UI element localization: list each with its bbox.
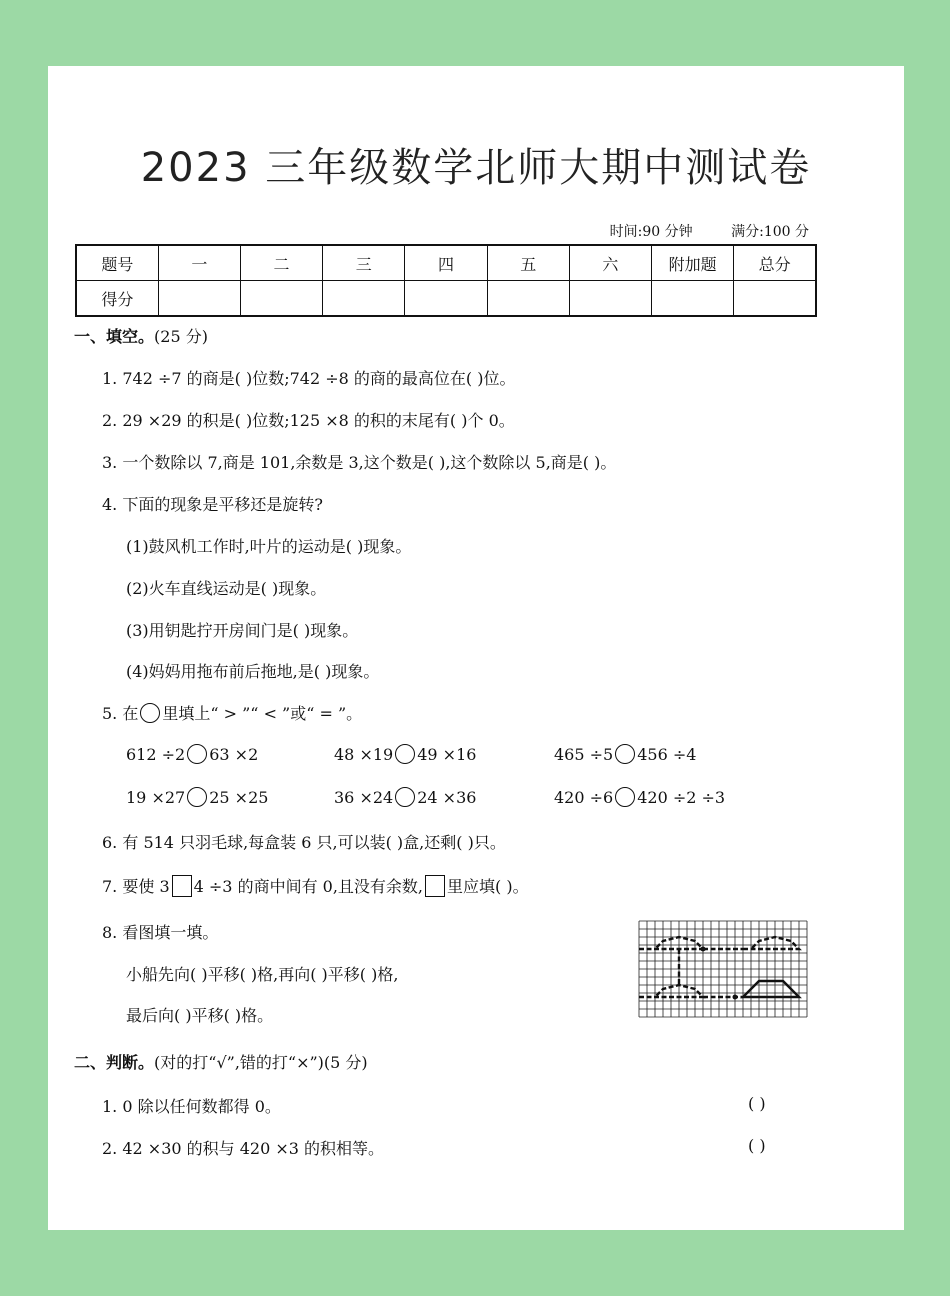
score-header-cell: 五 <box>487 245 569 281</box>
question-8: 8. 看图填一填。 <box>102 923 219 942</box>
compare-item: 465 ÷5 456 ÷4 <box>554 745 697 764</box>
exam-paper <box>48 66 904 1230</box>
compare-item: 36 ×24 24 ×36 <box>334 788 477 807</box>
boat-shape-final <box>743 981 799 997</box>
score-header-cell: 二 <box>240 245 322 281</box>
boat-grid-figure <box>638 920 810 1020</box>
question-4: 4. 下面的现象是平移还是旋转? <box>102 495 323 514</box>
judge-2: 2. 42 ×30 的积与 420 ×3 的积相等。 <box>102 1139 385 1158</box>
question-7: 7. 要使 3 4 ÷3 的商中间有 0,且没有余数, 里应填( )。 <box>102 877 529 896</box>
question-4-1: (1)鼓风机工作时,叶片的运动是( )现象。 <box>126 537 412 556</box>
question-8-line-1: 小船先向( )平移( )格,再向( )平移( )格, <box>126 965 399 984</box>
score-cell <box>323 281 405 317</box>
grid-dot <box>733 995 738 1000</box>
compare-item: 19 ×27 25 ×25 <box>126 788 269 807</box>
judge-2-answer: ( ) <box>748 1136 766 1155</box>
grid-lines <box>639 921 807 1017</box>
compare-item: 48 ×19 49 ×16 <box>334 745 477 764</box>
question-4-4: (4)妈妈用拖布前后拖地,是( )现象。 <box>126 662 380 681</box>
compare-item: 612 ÷2 63 ×2 <box>126 745 259 764</box>
question-1: 1. 742 ÷7 的商是( )位数;742 ÷8 的商的最高位在( )位。 <box>102 369 516 388</box>
score-table-header-row <box>76 245 816 281</box>
compare-circle-icon <box>187 744 207 764</box>
question-2: 2. 29 ×29 的积是( )位数;125 ×8 的积的末尾有( )个 0。 <box>102 411 515 430</box>
score-header-cell: 总分 <box>734 245 816 281</box>
score-header-cell: 附加题 <box>652 245 734 281</box>
score-table-row <box>76 281 816 317</box>
section-1-heading: 一、填空。(25 分) <box>74 327 208 346</box>
boat-shape-top-right <box>743 937 799 949</box>
exam-time: 时间:90 分钟 <box>609 224 693 240</box>
judge-1-answer: ( ) <box>748 1094 766 1113</box>
exam-full-score: 满分:100 分 <box>731 224 809 240</box>
score-cell <box>652 281 734 317</box>
score-header-cell: 一 <box>158 245 240 281</box>
question-6: 6. 有 514 只羽毛球,每盒装 6 只,可以装( )盒,还剩( )只。 <box>102 833 506 852</box>
score-header-cell: 题号 <box>76 245 158 281</box>
score-cell <box>487 281 569 317</box>
section-2-heading: 二、判断。(对的打“√”,错的打“×”)(5 分) <box>74 1053 368 1072</box>
answer-box <box>425 875 445 897</box>
compare-item: 420 ÷6 420 ÷2 ÷3 <box>554 788 726 807</box>
question-3: 3. 一个数除以 7,商是 101,余数是 3,这个数是( ),这个数除以 5,商是( )。 <box>102 453 617 472</box>
score-header-cell: 三 <box>323 245 405 281</box>
score-cell <box>405 281 487 317</box>
judge-1: 1. 0 除以任何数都得 0。 <box>102 1097 281 1116</box>
question-4-3: (3)用钥匙拧开房间门是( )现象。 <box>126 621 359 640</box>
compare-circle-icon <box>615 744 635 764</box>
score-row-label: 得分 <box>76 281 158 317</box>
score-cell <box>158 281 240 317</box>
score-cell <box>734 281 816 317</box>
score-cell <box>240 281 322 317</box>
score-header-cell: 四 <box>405 245 487 281</box>
question-5: 5. 在 里填上“ > ”“ < ”或“ = ”。 <box>102 704 363 723</box>
compare-circle-icon <box>615 787 635 807</box>
compare-circle-icon <box>187 787 207 807</box>
question-4-2: (2)火车直线运动是( )现象。 <box>126 579 327 598</box>
compare-circle-icon <box>395 744 415 764</box>
exam-meta <box>576 221 809 241</box>
circle-icon <box>140 703 160 723</box>
compare-circle-icon <box>395 787 415 807</box>
score-cell <box>569 281 651 317</box>
page-title: 2023 三年级数学北师大期中测试卷 <box>140 145 812 191</box>
score-header-cell: 六 <box>569 245 651 281</box>
grid-dot <box>701 947 706 952</box>
answer-box <box>172 875 192 897</box>
question-8-line-2: 最后向( )平移( )格。 <box>126 1006 274 1025</box>
score-table <box>75 244 817 317</box>
